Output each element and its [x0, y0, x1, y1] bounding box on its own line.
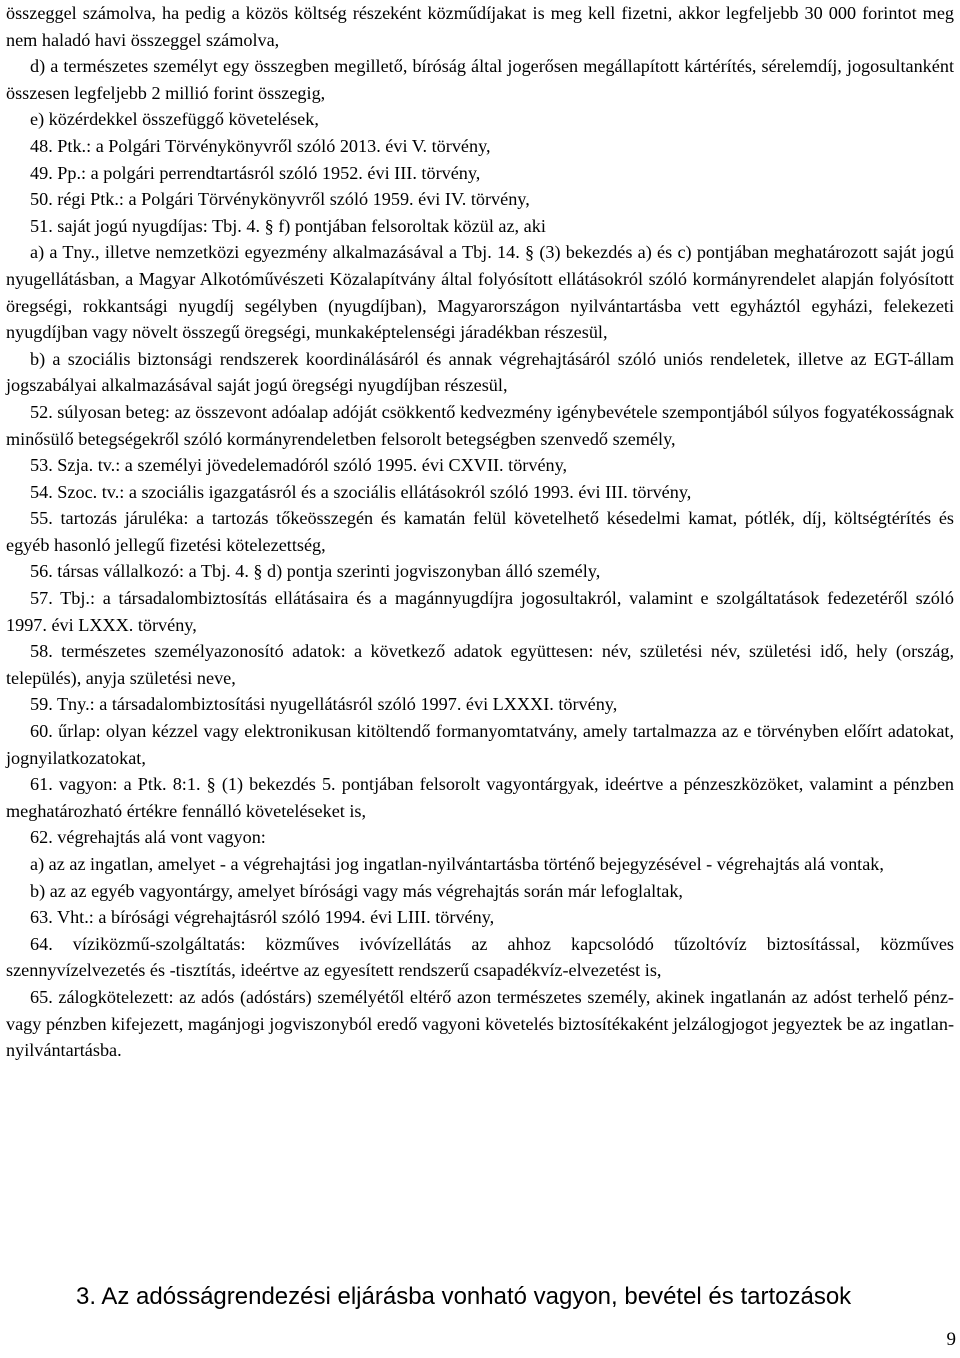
paragraph: 58. természetes személyazonosító adatok: a következő adatok együttesen: név, születési név, születési idő, hely (ország, település), anyja születési neve, — [6, 641, 954, 688]
paragraph: 49. Pp.: a polgári perrendtartásról szóló 1952. évi III. törvény, — [30, 162, 481, 183]
paragraph: 62. végrehajtás alá vont vagyon: — [30, 827, 266, 848]
paragraph: 48. Ptk.: a Polgári Törvénykönyvről szóló 2013. évi V. törvény, — [30, 135, 491, 156]
paragraph: d) a természetes személyt egy összegben megillető, bíróság által jogerősen megállapított kártérítés, sérelemdíj, jogosultanként összesen legfeljebb 2 millió forint összegig, — [6, 56, 954, 103]
paragraph: 60. űrlap: olyan kézzel vagy elektronikusan kitöltendő formanyomtatvány, amely tartalmazza az e törvényben előírt adatokat, jognyilatkozatokat, — [6, 721, 954, 768]
page-number: 9 — [946, 1329, 956, 1350]
paragraph: b) az az egyéb vagyontárgy, amelyet bírósági vagy más végrehajtás során már lefoglaltak, — [30, 880, 683, 901]
paragraph: 57. Tbj.: a társadalombiztosítás ellátásaira és a magánnyugdíjra jogosultakról, valamint e szolgáltatások fedezetéről szóló 1997. évi LXXX. törvény, — [6, 588, 954, 635]
paragraph: a) az az ingatlan, amelyet - a végrehajtási jog ingatlan-nyilvántartásba történő bejegyzésével - végrehajtás alá vontak, — [30, 854, 884, 874]
paragraph: 56. társas vállalkozó: a Tbj. 4. § d) pontja szerinti jogviszonyban álló személy, — [30, 561, 601, 582]
paragraph: 64. víziközmű-szolgáltatás: közműves ivóvízellátás az ahhoz kapcsolódó tűzoltóvíz biztosítással, közműves szennyvízelvezetés és -tisztítás, ideértve az egyesített rendszerű csapadékvíz-elvezetést is, — [6, 933, 954, 981]
paragraph: 51. saját jogú nyugdíjas: Tbj. 4. § f) pontjában felsoroltak közül az, aki — [30, 215, 546, 236]
paragraph: 63. Vht.: a bírósági végrehajtásról szóló 1994. évi LIII. törvény, — [30, 907, 495, 928]
paragraph: 61. vagyon: a Ptk. 8:1. § (1) bekezdés 5. pontjában felsorolt vagyontárgyak, ideértve a pénzeszközöket, valamint a pénzben meghatározható értékre fennálló követeléseket is, — [6, 774, 954, 821]
body-text — [6, 0, 954, 1064]
section-heading: 3. Az adósságrendezési eljárásba vonható vagyon, bevétel és tartozások — [76, 1283, 852, 1310]
paragraph: b) a szociális biztonsági rendszerek koordinálásáról és annak végrehajtásáról szóló uniós rendeletek, illetve az EGT-állam jogszabályai alkalmazásával saját jogú öregségi nyugdíjban részesül, — [6, 348, 954, 396]
paragraph: a) a Tny., illetve nemzetközi egyezmény alkalmazásával a Tbj. 14. § (3) bekezdés a) és c) pontjában meghatározott saját jogú nyugellátásban, a Magyar Alkotóművészeti Közalapítvány által folyósított ellátásokról szóló kormányrendelet alapján folyósított öregségi, rokkantsági nyugdíj segélyben (nyugdíjban), Magyarországon nyilvántartásba vett egyháztól egyházi, felekezeti nyugdíjban vagy növelt összegű öregségi, munkaképtelenségi járadékban részesül, — [6, 242, 954, 343]
paragraph: 50. régi Ptk.: a Polgári Törvénykönyvről szóló 1959. évi IV. törvény, — [30, 189, 530, 210]
paragraph: összeggel számolva, ha pedig a közös költség részeként közműdíjakat is meg kell fizetni, akkor legfeljebb 30 000 forintot meg nem haladó havi összeggel számolva, — [6, 3, 954, 50]
paragraph: e) közérdekkel összefüggő követelések, — [30, 109, 319, 130]
paragraph: 65. zálogkötelezett: az adós (adóstárs) személyétől eltérő azon természetes személy, akinek ingatlanán az adóst terhelő pénz- vagy pénzben kifejezett, magánjogi jogviszonyból eredő vagyoni követelés biztosítékaként jelzálogjogot jegyeztek be az ingatlan-nyilvántartásba. — [6, 986, 954, 1061]
paragraph: 59. Tny.: a társadalombiztosítási nyugellátásról szóló 1997. évi LXXXI. törvény, — [30, 694, 618, 715]
paragraph: 53. Szja. tv.: a személyi jövedelemadóról szóló 1995. évi CXVII. törvény, — [30, 455, 568, 476]
paragraph: 52. súlyosan beteg: az összevont adóalap adóját csökkentő kedvezmény igénybevétele szempontjából súlyos fogyatékosságnak minősülő betegségekről szóló kormányrendeletben felsorolt betegségben szenvedő személy, — [6, 401, 954, 449]
paragraph: 55. tartozás járuléka: a tartozás tőkeösszegén és kamatán felül követelhető késedelmi kamat, pótlék, díj, költségtérítés és egyéb hasonló jellegű fizetési kötelezettség, — [6, 508, 954, 555]
paragraph: 54. Szoc. tv.: a szociális igazgatásról és a szociális ellátásokról szóló 1993. évi III. törvény, — [30, 481, 692, 502]
